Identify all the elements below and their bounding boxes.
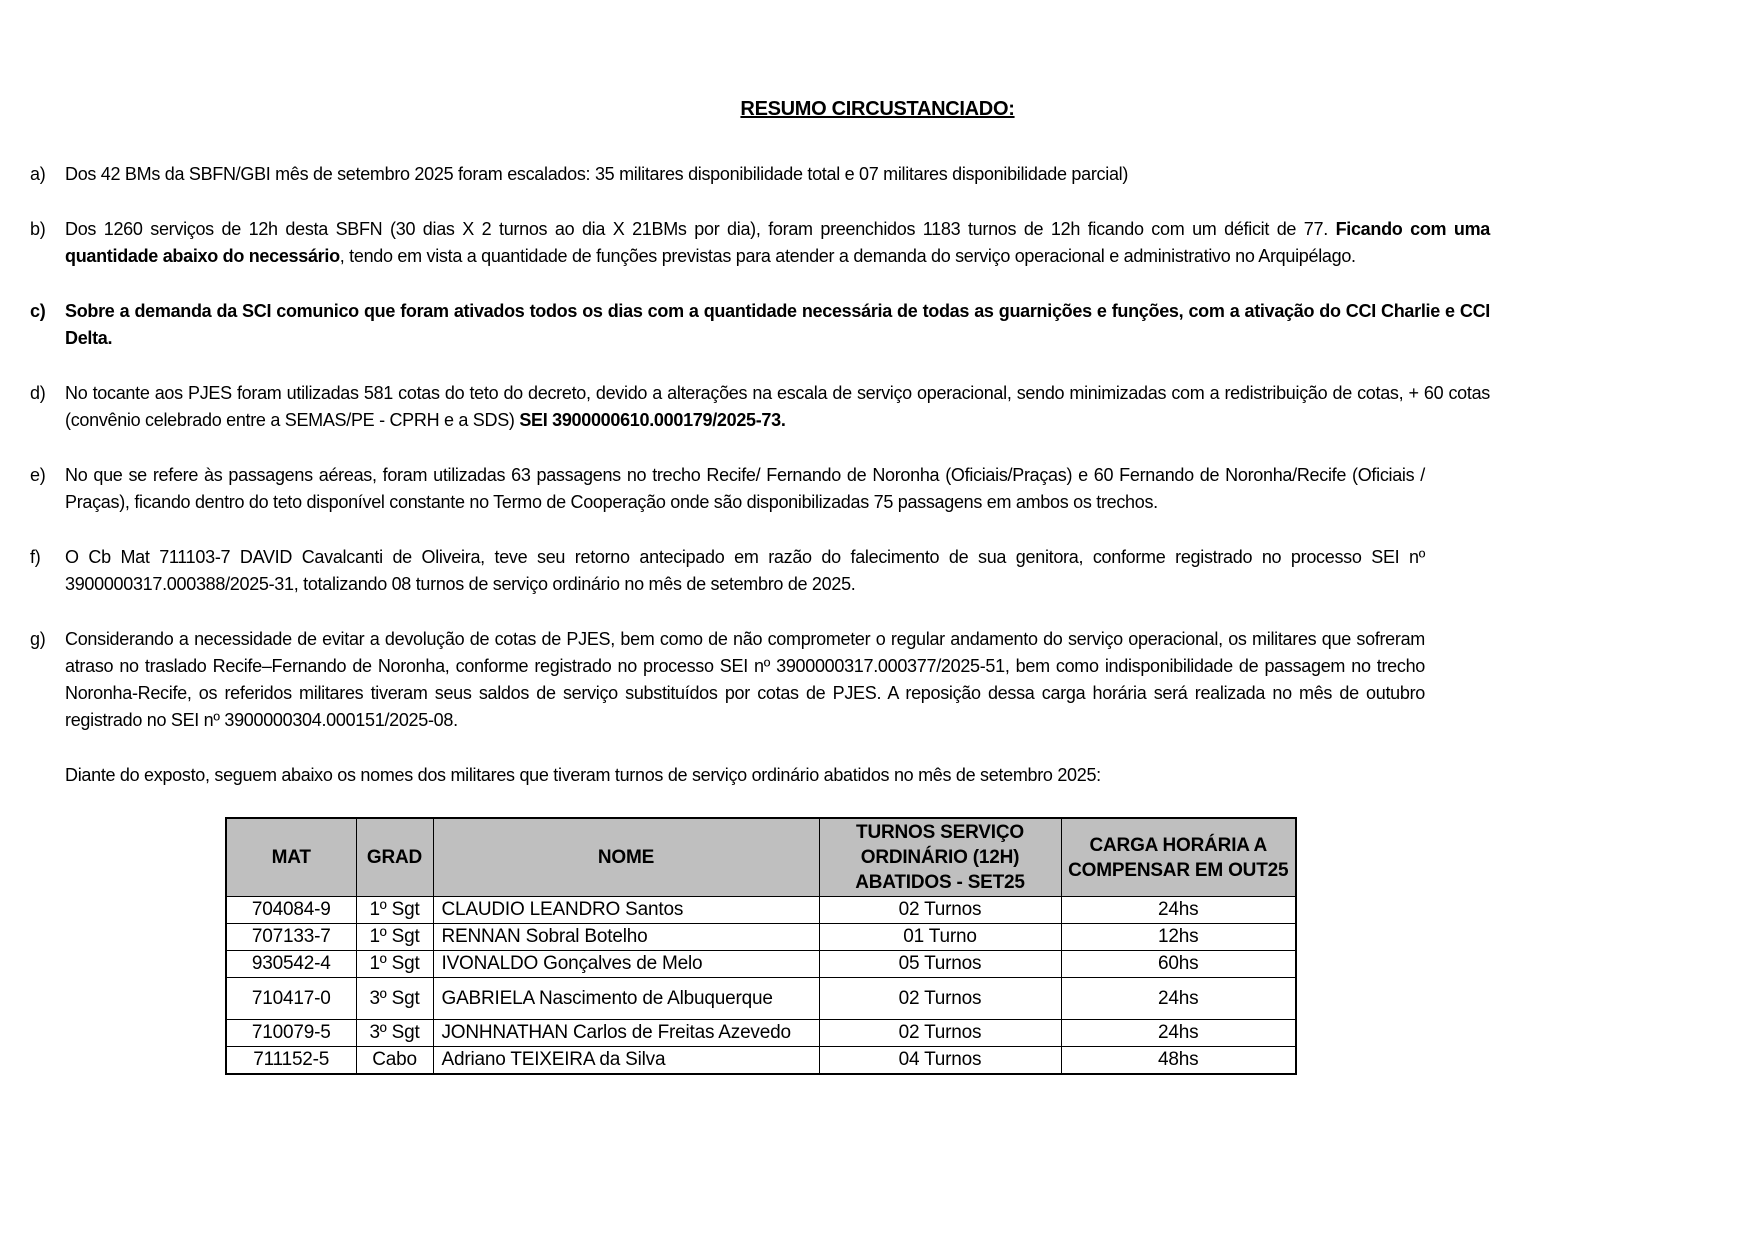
text-segment: No tocante aos PJES foram utilizadas 581 cotas do teto do decreto, devido a alterações na escala de serviço operacional, sendo minimizadas com a redistribuição de cotas, + 60 cotas (convênio celebrado entre a SEMAS/PE - CPRH e a SDS) — [65, 383, 1490, 430]
table-header-row — [226, 818, 1296, 897]
cell-turnos: 02 Turnos — [819, 1020, 1061, 1047]
cell-grad: Cabo — [356, 1047, 433, 1074]
item-label-a: a) — [30, 164, 46, 184]
table-row — [226, 978, 1296, 1020]
cell-carga: 48hs — [1061, 1047, 1296, 1074]
cell-grad: 1º Sgt — [356, 924, 433, 951]
cell-carga: 24hs — [1061, 1020, 1296, 1047]
paragraph-d-text — [65, 380, 1490, 434]
text-segment-bold: SEI 3900000610.000179/2025-73. — [519, 410, 786, 430]
header-grad: GRAD — [356, 818, 433, 897]
paragraph-b — [30, 216, 1490, 270]
cell-carga: 24hs — [1061, 978, 1296, 1020]
paragraph-e — [30, 462, 1425, 516]
cell-mat: 707133-7 — [226, 924, 356, 951]
header-nome: NOME — [433, 818, 819, 897]
closing-line: Diante do exposto, seguem abaixo os nomes dos militares que tiveram turnos de serviço ordinário abatidos no mês de setembro 2025: — [65, 765, 1101, 785]
cell-mat: 710417-0 — [226, 978, 356, 1020]
cell-carga: 24hs — [1061, 897, 1296, 924]
text-segment: Dos 42 BMs da SBFN/GBI mês de setembro 2025 foram escalados: 35 militares disponibilidade total e 07 militares disponibilidade parcial) — [65, 164, 1129, 184]
cell-nome: RENNAN Sobral Botelho — [433, 924, 819, 951]
paragraph-c-text — [65, 298, 1490, 352]
cell-grad: 3º Sgt — [356, 978, 433, 1020]
item-label-f: f) — [30, 547, 41, 567]
paragraph-e-text — [65, 462, 1425, 516]
cell-grad: 1º Sgt — [356, 897, 433, 924]
cell-turnos: 02 Turnos — [819, 897, 1061, 924]
item-label-c: c) — [30, 301, 46, 321]
cell-turnos: 01 Turno — [819, 924, 1061, 951]
cell-turnos: 04 Turnos — [819, 1047, 1061, 1074]
table-row — [226, 1020, 1296, 1047]
paragraph-g — [30, 626, 1425, 734]
header-carga: CARGA HORÁRIA A COMPENSAR EM OUT25 — [1061, 818, 1296, 897]
item-label-g: g) — [30, 629, 46, 649]
cell-mat: 704084-9 — [226, 897, 356, 924]
cell-nome: Adriano TEIXEIRA da Silva — [433, 1047, 819, 1074]
cell-nome: CLAUDIO LEANDRO Santos — [433, 897, 819, 924]
cell-nome: JONHNATHAN Carlos de Freitas Azevedo — [433, 1020, 819, 1047]
header-mat: MAT — [226, 818, 356, 897]
cell-turnos: 02 Turnos — [819, 978, 1061, 1020]
table-row — [226, 897, 1296, 924]
item-label-d: d) — [30, 383, 46, 403]
paragraph-c — [30, 298, 1490, 352]
paragraph-a — [30, 161, 1490, 188]
text-segment: Dos 1260 serviços de 12h desta SBFN (30 dias X 2 turnos ao dia X 21BMs por dia), foram preenchidos 1183 turnos de 12h ficando com um déficit de 77. — [65, 219, 1336, 239]
compensation-table — [225, 817, 1297, 1075]
cell-grad: 1º Sgt — [356, 951, 433, 978]
header-turnos: TURNOS SERVIÇO ORDINÁRIO (12H) ABATIDOS - SET25 — [819, 818, 1061, 897]
text-segment: O Cb Mat 711103-7 DAVID Cavalcanti de Oliveira, teve seu retorno antecipado em razão do falecimento de sua genitora, conforme registrado no processo SEI nº 3900000317.000388/2025-31, totalizando 08 turnos de serviço ordinário no mês de setembro de 2025. — [65, 547, 1425, 594]
cell-nome: IVONALDO Gonçalves de Melo — [433, 951, 819, 978]
text-segment-bold: Sobre a demanda da SCI comunico que foram ativados todos os dias com a quantidade necessária de todas as guarnições e funções, com a ativação do CCI Charlie e CCI Delta. — [65, 301, 1490, 348]
text-segment: Considerando a necessidade de evitar a devolução de cotas de PJES, bem como de não comprometer o regular andamento do serviço operacional, os militares que sofreram atraso no traslado Recife–Fernando de Noronha, conforme registrado no processo SEI nº 3900000317.000377/2025-51, bem como indisponibilidade de passagem no trecho Noronha-Recife, os referidos militares tiveram seus saldos de serviço substituídos por cotas de PJES. A reposição dessa carga horária será realizada no mês de outubro registrado no SEI nº 3900000304.000151/2025-08. — [65, 629, 1425, 730]
paragraph-d — [30, 380, 1490, 434]
cell-grad: 3º Sgt — [356, 1020, 433, 1047]
cell-turnos: 05 Turnos — [819, 951, 1061, 978]
cell-nome: GABRIELA Nascimento de Albuquerque — [433, 978, 819, 1020]
cell-mat: 930542-4 — [226, 951, 356, 978]
table-row — [226, 1047, 1296, 1074]
cell-carga: 60hs — [1061, 951, 1296, 978]
paragraph-a-text — [65, 161, 1490, 188]
paragraph-f — [30, 544, 1425, 598]
cell-mat: 710079-5 — [226, 1020, 356, 1047]
text-segment-bold: Ficando com uma quantidade abaixo do necessário — [65, 219, 1490, 266]
text-segment: , tendo em vista a quantidade de funções previstas para atender a demanda do serviço operacional e administrativo no Arquipélago. — [339, 246, 1356, 266]
cell-carga: 12hs — [1061, 924, 1296, 951]
paragraph-f-text — [65, 544, 1425, 598]
paragraph-b-text — [65, 216, 1490, 270]
cell-mat: 711152-5 — [226, 1047, 356, 1074]
text-segment: No que se refere às passagens aéreas, foram utilizadas 63 passagens no trecho Recife/ Fernando de Noronha (Oficiais/Praças) e 60 Fernando de Noronha/Recife (Oficiais / Praças), ficando dentro do teto disponível constante no Termo de Cooperação onde são disponibilizadas 75 passagens em ambos os trechos. — [65, 465, 1425, 512]
item-label-b: b) — [30, 219, 46, 239]
paragraph-g-text — [65, 626, 1425, 734]
page-title: RESUMO CIRCUSTANCIADO: — [740, 98, 1015, 120]
item-label-e: e) — [30, 465, 46, 485]
table-row — [226, 924, 1296, 951]
table-row — [226, 951, 1296, 978]
